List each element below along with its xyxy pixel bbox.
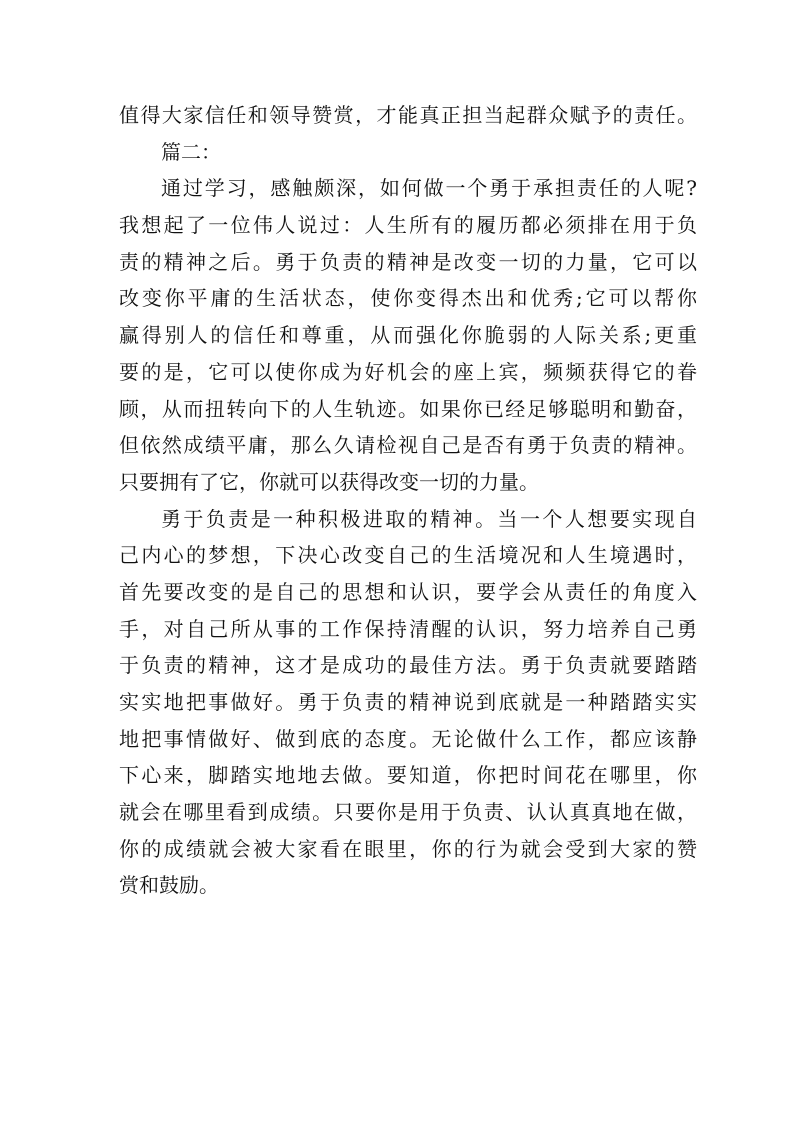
paragraph-line: 就会在哪里看到成绩。只要你是用于负责、认认真真地在做， <box>119 800 697 825</box>
paragraph-line: 你的成绩就会被大家看在眼里，你的行为就会受到大家的赞 <box>119 836 697 861</box>
paragraph-line: 勇于负责是一种积极进取的精神。当一个人想要实现自 <box>161 506 697 531</box>
paragraph-line: 顾，从而扭转向下的人生轨迹。如果你已经足够聪明和勤奋， <box>119 396 697 421</box>
paragraph-line: 我想起了一位伟人说过：人生所有的履历都必须排在用于负 <box>119 213 697 238</box>
document-body <box>119 97 697 904</box>
paragraph-line: 己内心的梦想，下决心改变自己的生活境况和人生境遇时， <box>119 543 697 568</box>
paragraph-line: 值得大家信任和领导赞赏，才能真正担当起群众赋予的责任。 <box>119 103 697 127</box>
paragraph-line: 下心来，脚踏实地地去做。要知道，你把时间花在哪里，你 <box>119 763 697 788</box>
paragraph-line: 要的是，它可以使你成为好机会的座上宾，频频获得它的眷 <box>119 359 697 384</box>
paragraph-line: 于负责的精神，这才是成功的最佳方法。勇于负责就要踏踏 <box>119 653 697 678</box>
paragraph-line: 责的精神之后。勇于负责的精神是改变一切的力量，它可以 <box>119 249 697 274</box>
paragraph-line: 赢得别人的信任和尊重，从而强化你脆弱的人际关系;更重 <box>119 323 697 348</box>
paragraph-line: 实实地把事做好。勇于负责的精神说到底就是一种踏踏实实 <box>119 690 697 714</box>
paragraph-line: 通过学习，感触颇深，如何做一个勇于承担责任的人呢? <box>161 176 697 201</box>
paragraph-line: 但依然成绩平庸，那么久请检视自己是否有勇于负责的精神。 <box>119 433 697 458</box>
paragraph-line: 改变你平庸的生活状态，使你变得杰出和优秀;它可以帮你 <box>119 286 697 311</box>
paragraph-line: 赏和鼓励。 <box>119 873 219 898</box>
paragraph-line: 只要拥有了它，你就可以获得改变一切的力量。 <box>119 469 539 494</box>
paragraph-line: 首先要改变的是自己的思想和认识，要学会从责任的角度入 <box>119 579 697 604</box>
section-heading: 篇二： <box>161 139 221 164</box>
paragraph-line: 手，对自己所从事的工作保持清醒的认识，努力培养自己勇 <box>119 616 697 641</box>
paragraph-line: 地把事情做好、做到底的态度。无论做什么工作，都应该静 <box>119 726 697 751</box>
